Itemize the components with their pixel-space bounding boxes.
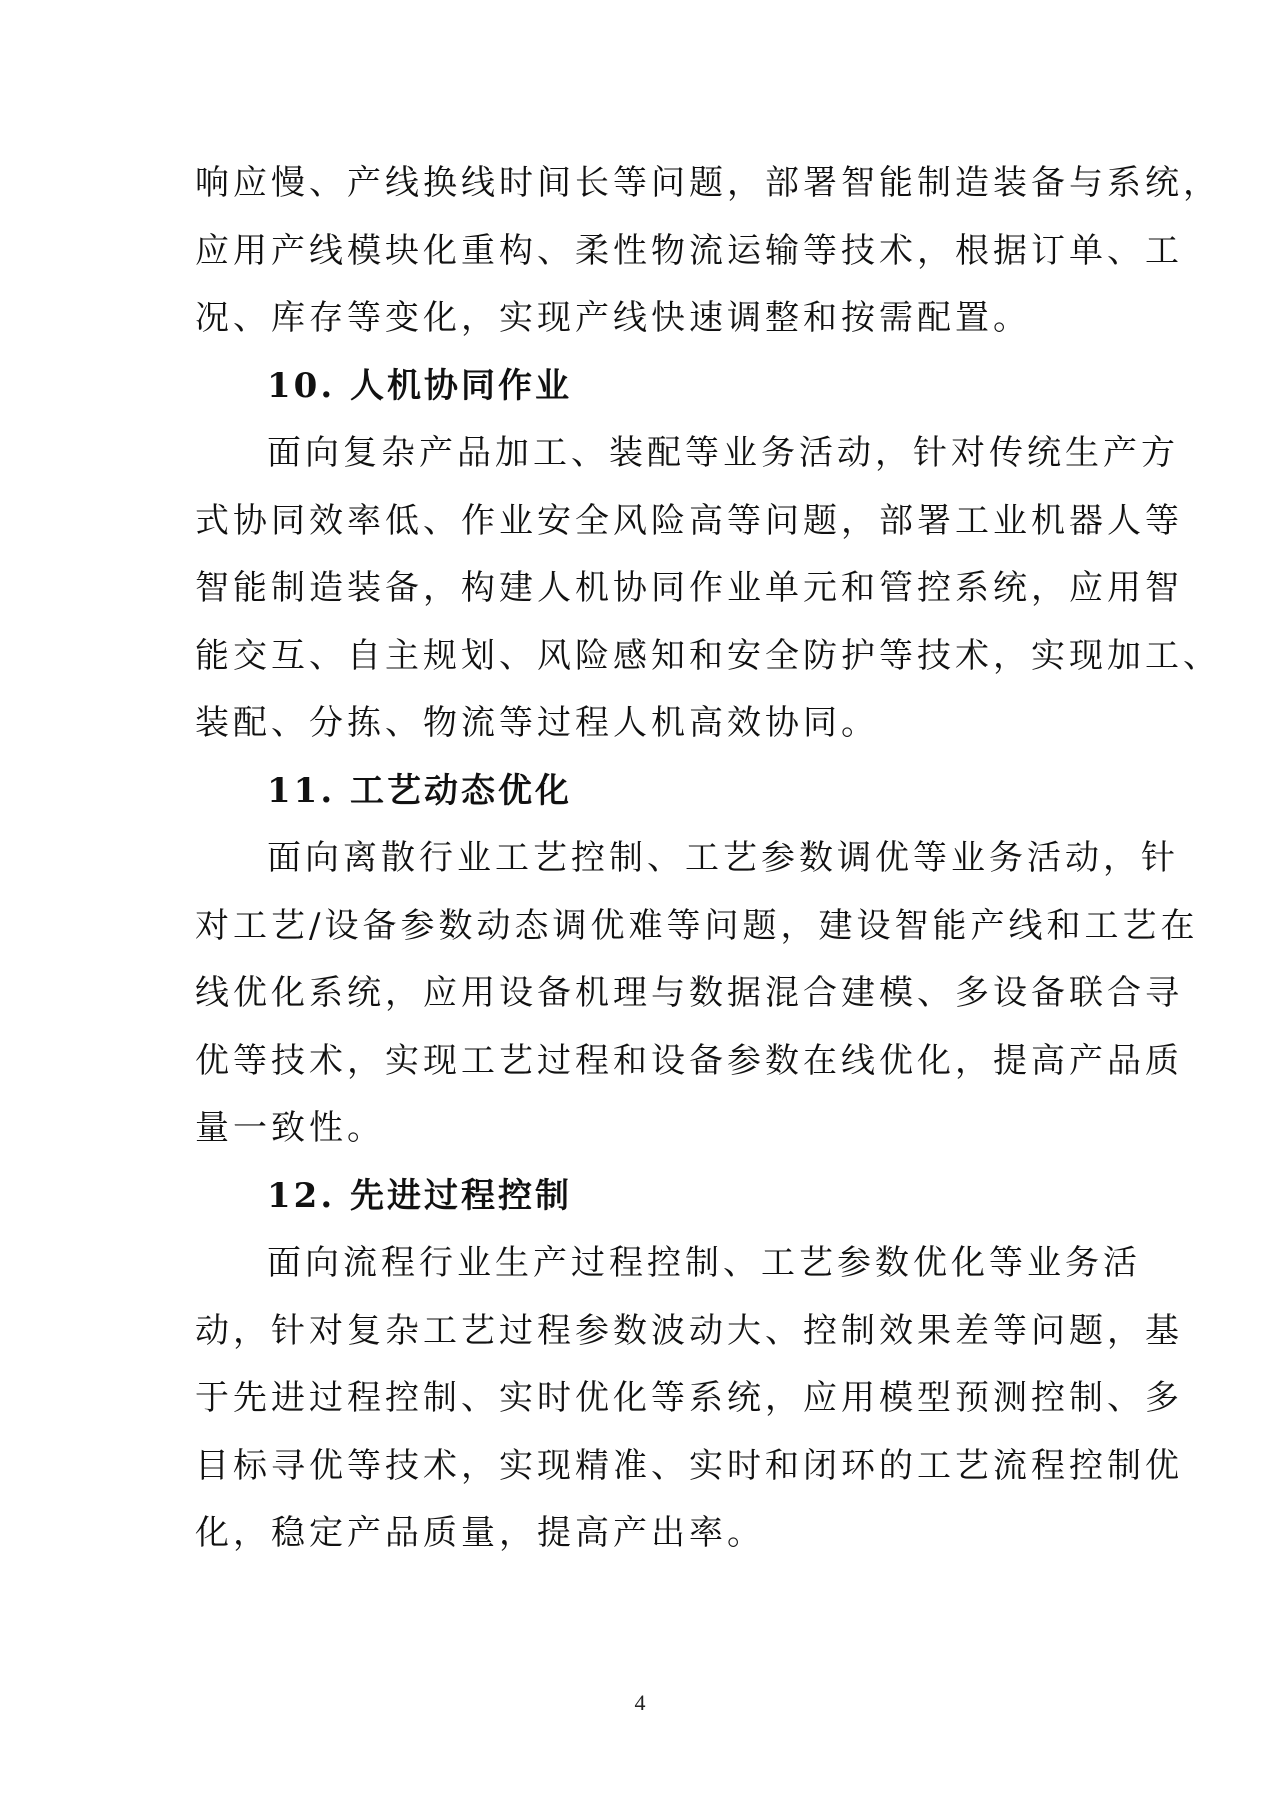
paragraph-line: 目标寻优等技术，实现精准、实时和闭环的工艺流程控制优: [195, 1445, 1183, 1486]
paragraph-line: 对工艺/设备参数动态调优难等问题，建设智能产线和工艺在: [195, 905, 1199, 946]
paragraph-line: 线优化系统，应用设备机理与数据混合建模、多设备联合寻: [195, 973, 1183, 1013]
section-heading: 12. 先进过程控制: [267, 1175, 572, 1216]
section-11: [195, 758, 1199, 1163]
paragraph-line: 应用产线模块化重构、柔性物流运输等技术，根据订单、工: [195, 230, 1183, 271]
paragraph-line: 化，稳定产品质量，提高产出率。: [195, 1513, 765, 1553]
paragraph-line: 面向离散行业工艺控制、工艺参数调优等业务活动，针: [267, 838, 1179, 878]
paragraph-line: 动，针对复杂工艺过程参数波动大、控制效果差等问题，基: [195, 1310, 1183, 1351]
section-12: [195, 1163, 1183, 1568]
paragraph-line: 优等技术，实现工艺过程和设备参数在线优化，提高产品质: [195, 1040, 1183, 1081]
paragraph-line: 智能制造装备，构建人机协同作业单元和管控系统，应用智: [195, 568, 1183, 608]
paragraph-line: 装配、分拣、物流等过程人机高效协同。: [195, 703, 879, 743]
section-paragraph: [195, 825, 1199, 1163]
paragraph-line: 能交互、自主规划、风险感知和安全防护等技术，实现加工、: [195, 635, 1221, 676]
paragraph-line: 响应慢、产线换线时间长等问题，部署智能制造装备与系统，: [195, 163, 1221, 203]
section-10: [195, 353, 1221, 758]
document-body: [195, 150, 1221, 1568]
section-paragraph: [195, 420, 1221, 758]
section-heading: 10. 人机协同作业: [267, 365, 572, 406]
paragraph-line: 量一致性。: [195, 1108, 385, 1148]
paragraph-line: 面向流程行业生产过程控制、工艺参数优化等业务活: [267, 1243, 1141, 1283]
paragraph-line: 式协同效率低、作业安全风险高等问题，部署工业机器人等: [195, 500, 1183, 541]
continuation-paragraph: [195, 150, 1221, 353]
section-paragraph: [195, 1230, 1183, 1568]
paragraph-line: 于先进过程控制、实时优化等系统，应用模型预测控制、多: [195, 1378, 1183, 1418]
paragraph-line: 况、库存等变化，实现产线快速调整和按需配置。: [195, 298, 1031, 338]
page-number: 4: [634, 1690, 646, 1715]
section-heading: 11. 工艺动态优化: [267, 770, 572, 811]
paragraph-line: 面向复杂产品加工、装配等业务活动，针对传统生产方: [267, 433, 1179, 473]
